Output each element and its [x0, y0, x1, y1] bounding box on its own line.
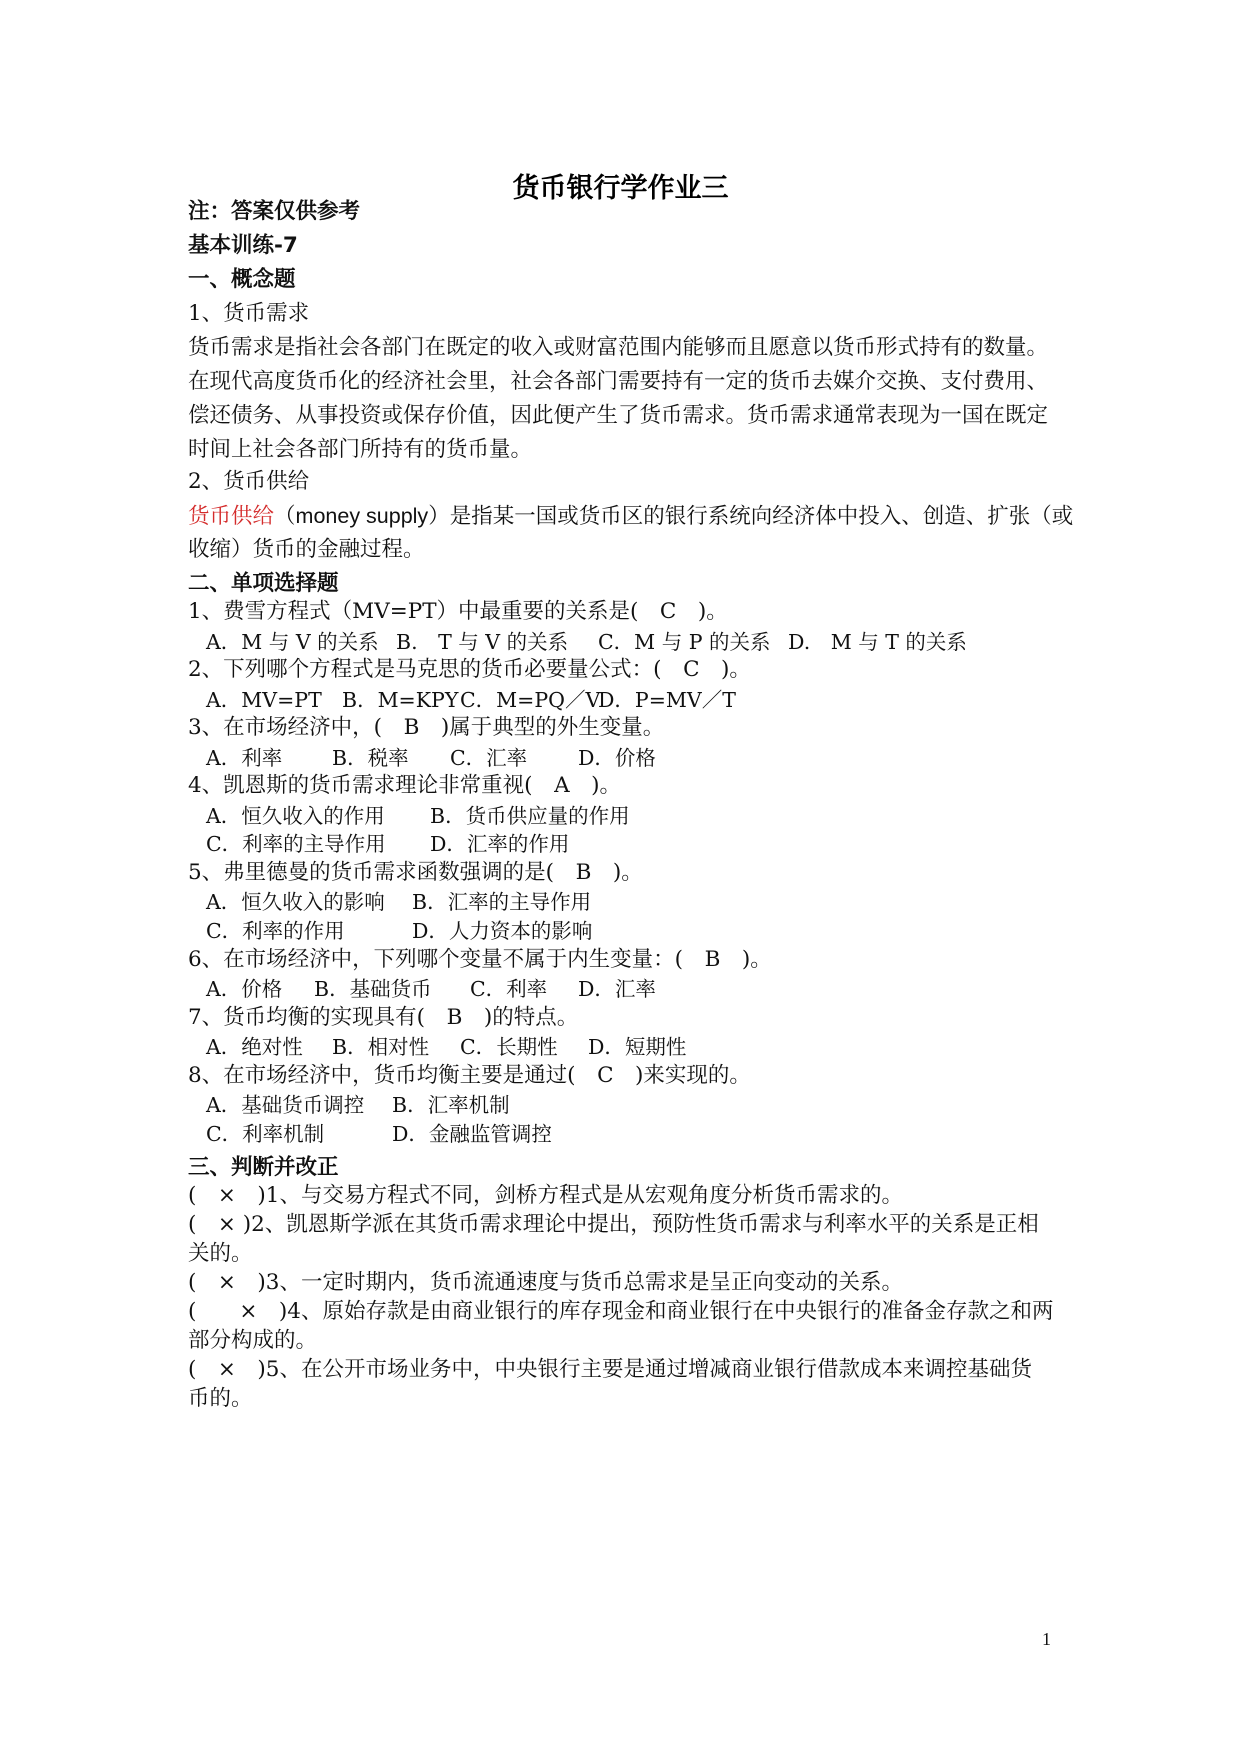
- mc-option: A．基础货币调控: [206, 1093, 365, 1117]
- money-supply-link[interactable]: 货币供给: [188, 504, 275, 529]
- mc-option: D．短期性: [588, 1035, 687, 1059]
- mc-option: C．利率机制: [206, 1122, 325, 1146]
- concept-1-title: 1、货币需求: [188, 301, 310, 326]
- mc-option: D．金融监管调控: [392, 1122, 552, 1146]
- mc-option: D. M 与 T 的关系: [788, 630, 967, 654]
- paren-open: （: [274, 504, 296, 529]
- judgement-line: 关的。: [188, 1241, 253, 1266]
- mc-option: C．利率: [470, 977, 548, 1001]
- mc-option: B．相对性: [332, 1035, 430, 1059]
- mc-option: A．恒久收入的影响: [206, 890, 385, 914]
- concept-1-text-line: 货币需求是指社会各部门在既定的收入或财富范围内能够而且愿意以货币形式持有的数量。: [188, 335, 1049, 360]
- judgement-line: ( × )5、在公开市场业务中，中央银行主要是通过增减商业银行借款成本来调控基础货: [188, 1357, 1032, 1382]
- mc-option: B. T 与 V 的关系: [396, 630, 569, 654]
- mc-option: B．M=KPY: [342, 688, 459, 712]
- mc-option: C．汇率: [450, 746, 528, 770]
- mc-option: A．M 与 V 的关系: [206, 630, 379, 654]
- judgement-line: ( × )1、与交易方程式不同，剑桥方程式是从宏观角度分析货币需求的。: [188, 1183, 903, 1208]
- page-number: 1: [1042, 1629, 1051, 1649]
- training-label: 基本训练-7: [188, 233, 298, 258]
- mc-question: 5、弗里德曼的货币需求函数强调的是( B )。: [188, 860, 643, 885]
- mc-option: C．M=PQ／V: [460, 688, 601, 712]
- mc-option: C．M 与 P 的关系: [598, 630, 771, 654]
- concept-1-text-line: 在现代高度货币化的经济社会里，社会各部门需要持有一定的货币去媒介交换、支付费用、: [188, 369, 1049, 394]
- mc-question: 2、下列哪个方程式是马克思的货币必要量公式：( C )。: [188, 657, 751, 682]
- mc-option: D．价格: [578, 746, 656, 770]
- judgement-line: ( × )3、一定时期内，货币流通速度与货币总需求是呈正向变动的关系。: [188, 1270, 903, 1295]
- mc-question: 3、在市场经济中，( B )属于典型的外生变量。: [188, 715, 665, 740]
- mc-option: D．汇率: [578, 977, 656, 1001]
- mc-option: B．税率: [332, 746, 409, 770]
- mc-question: 6、在市场经济中，下列哪个变量不属于内生变量：( B )。: [188, 947, 772, 972]
- mc-question: 4、凯恩斯的货币需求理论非常重视( A )。: [188, 773, 621, 798]
- mc-question: 1、费雪方程式（MV=PT）中最重要的关系是( C )。: [188, 599, 728, 624]
- section-3-heading: 三、判断并改正: [188, 1155, 339, 1180]
- mc-option: B．汇率机制: [392, 1093, 510, 1117]
- concept-1-text-line: 偿还债务、从事投资或保存价值，因此便产生了货币需求。货币需求通常表现为一国在既定: [188, 403, 1049, 428]
- mc-option: A．利率: [206, 746, 283, 770]
- mc-option: D．汇率的作用: [430, 832, 570, 856]
- concept-2-title: 2、货币供给: [188, 469, 310, 494]
- mc-option: D．人力资本的影响: [412, 919, 593, 943]
- mc-option: B．汇率的主导作用: [412, 890, 592, 914]
- mc-option: B．货币供应量的作用: [430, 804, 630, 828]
- concept-2-text-tail: ）是指某一国或货币区的银行系统向经济体中投入、创造、扩张（或: [428, 504, 1074, 529]
- mc-option: A．恒久收入的作用: [206, 804, 385, 828]
- mc-option: B．基础货币: [314, 977, 432, 1001]
- mc-option: C．长期性: [460, 1035, 558, 1059]
- section-1-heading: 一、概念题: [188, 267, 296, 292]
- page-title: 货币银行学作业三: [512, 173, 729, 204]
- english-term: money supply: [295, 504, 429, 528]
- note: 注：答案仅供参考: [188, 199, 361, 224]
- section-2-heading: 二、单项选择题: [188, 571, 339, 596]
- mc-option: C．利率的主导作用: [206, 832, 386, 856]
- judgement-line: ( × )2、凯恩斯学派在其货币需求理论中提出，预防性货币需求与利率水平的关系是正相: [188, 1212, 1039, 1237]
- mc-option: D．P=MV／T: [598, 688, 736, 712]
- concept-1-text-line: 时间上社会各部门所持有的货币量。: [188, 437, 533, 462]
- judgement-line: 部分构成的。: [188, 1328, 318, 1353]
- mc-option: A．价格: [206, 977, 283, 1001]
- mc-question: 7、货币均衡的实现具有( B )的特点。: [188, 1005, 579, 1030]
- concept-2-text-line: 收缩）货币的金融过程。: [188, 537, 425, 562]
- concept-2-text-line: [188, 504, 1073, 529]
- mc-option: A．MV=PT: [206, 688, 322, 712]
- mc-option: C．利率的作用: [206, 919, 345, 943]
- judgement-line: 币的。: [188, 1386, 253, 1411]
- mc-option: A．绝对性: [206, 1035, 303, 1059]
- mc-question: 8、在市场经济中，货币均衡主要是通过( C )来实现的。: [188, 1063, 751, 1088]
- judgement-line: ( × )4、原始存款是由商业银行的库存现金和商业银行在中央银行的准备金存款之和两: [188, 1299, 1054, 1324]
